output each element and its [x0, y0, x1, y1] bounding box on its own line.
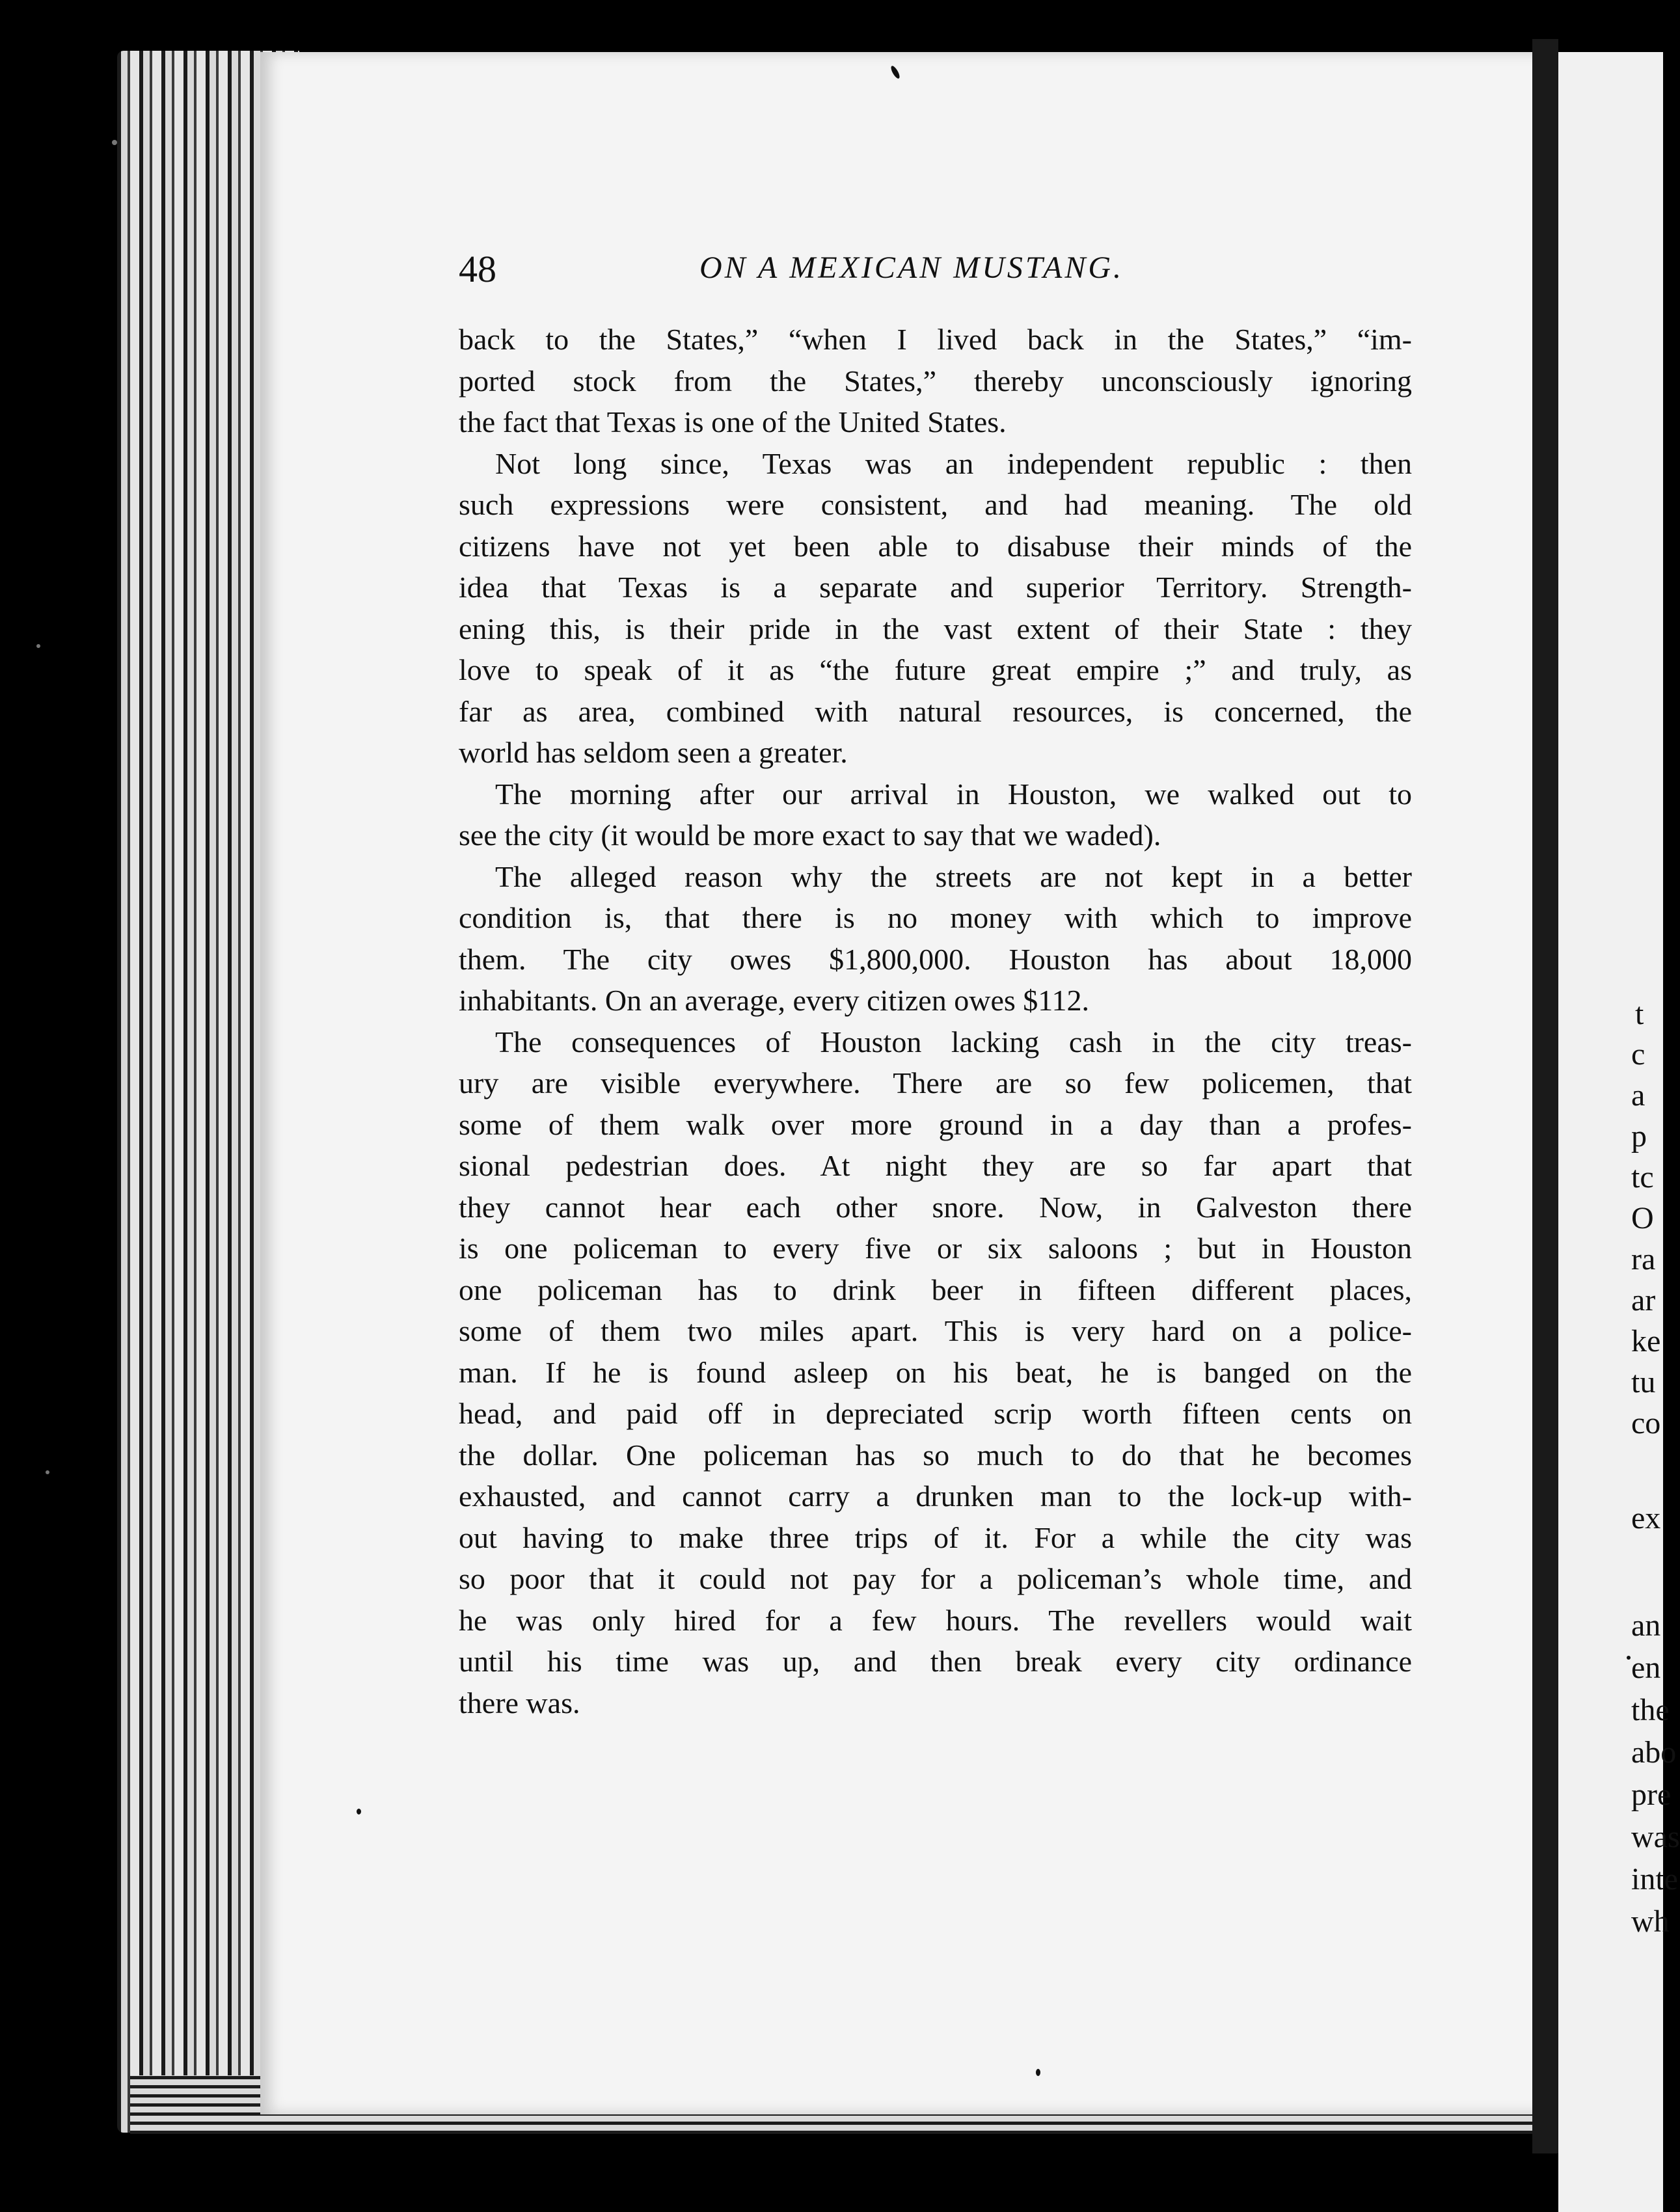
scan-speck: [36, 644, 40, 648]
text-line: the dollar. One policeman has so much to do that he becomes: [459, 1438, 1412, 1472]
adjacent-page-fragment: en: [1631, 1651, 1661, 1685]
text-line: citizens have not yet been able to disabuse their minds of the: [459, 529, 1412, 563]
text-line: head, and paid off in depreciated scrip worth fifteen cents on: [459, 1397, 1412, 1430]
page-number: 48: [459, 248, 496, 290]
adjacent-page-fragment: ex: [1631, 1501, 1661, 1535]
adjacent-page-fragment: O: [1631, 1201, 1654, 1235]
text-line: such expressions were consistent, and had meaning. The old: [459, 488, 1412, 521]
text-line: back to the States,” “when I lived back in the States,” “im-: [459, 323, 1412, 356]
adjacent-page-fragment: abo: [1631, 1735, 1677, 1770]
scan-speck: [1627, 1656, 1631, 1660]
scan-speck: [1036, 2069, 1040, 2076]
adjacent-page-fragment: co: [1631, 1406, 1661, 1440]
text-line: they cannot hear each other snore. Now, in Galveston there: [459, 1190, 1412, 1224]
adjacent-page-fragment: t: [1635, 997, 1644, 1031]
text-line: some of them walk over more ground in a day than a profes-: [459, 1107, 1412, 1141]
adjacent-page-fragment: was: [1631, 1820, 1680, 1854]
adjacent-page-fragment: pre: [1631, 1777, 1672, 1812]
text-line: man. If he is found asleep on his beat, he is banged on the: [459, 1355, 1412, 1389]
book-gutter: [1532, 39, 1558, 2153]
adjacent-page-fragment: a: [1631, 1078, 1646, 1113]
text-line: The consequences of Houston lacking cash in the city treas-: [495, 1025, 1412, 1059]
adjacent-page-fragment: tc: [1631, 1160, 1654, 1194]
adjacent-page-fragment: ar: [1631, 1283, 1656, 1317]
text-line: out having to make three trips of it. For a while the city was: [459, 1520, 1412, 1554]
running-title: ON A MEXICAN MUSTANG.: [699, 250, 1124, 285]
adjacent-page-fragment: the: [1631, 1693, 1670, 1727]
text-line: exhausted, and cannot carry a drunken man to the lock-up with-: [459, 1479, 1412, 1513]
text-line: them. The city owes $1,800,000. Houston has about 18,000: [459, 942, 1412, 976]
text-line: The morning after our arrival in Houston, we walked out to: [495, 777, 1412, 811]
text-line: condition is, that there is no money with which to improve: [459, 901, 1412, 934]
text-line: love to speak of it as “the future great empire ;” and truly, as: [459, 653, 1412, 686]
adjacent-page-fragment: c: [1631, 1037, 1646, 1072]
scan-speck: [112, 140, 117, 145]
text-line: ported stock from the States,” thereby unconsciously ignoring: [459, 364, 1412, 398]
text-line: ury are visible everywhere. There are so few policemen, that: [459, 1066, 1412, 1099]
scan-speck: [357, 1809, 361, 1814]
text-line: some of them two miles apart. This is very hard on a police-: [459, 1314, 1412, 1347]
adjacent-page-fragment: tu: [1631, 1365, 1656, 1399]
body-text: [459, 319, 1412, 1723]
text-line: world has seldom seen a greater.: [459, 736, 848, 769]
adjacent-page-fragment: wh: [1631, 1904, 1670, 1939]
text-line: Not long since, Texas was an independent republic : then: [495, 446, 1412, 480]
adjacent-page-fragment: inte: [1631, 1862, 1678, 1896]
adjacent-page: [1558, 52, 1680, 2212]
text-line: the fact that Texas is one of the United States.: [459, 405, 1007, 438]
text-line: so poor that it could not pay for a policeman’s whole time, and: [459, 1562, 1412, 1595]
text-line: one policeman has to drink beer in fifteen different places,: [459, 1273, 1412, 1306]
adjacent-page-fragment: ke: [1631, 1324, 1661, 1358]
text-line: idea that Texas is a separate and superior Territory. Strength-: [459, 571, 1412, 604]
text-line: inhabitants. On an average, every citizen owes $112.: [459, 984, 1090, 1017]
text-line: The alleged reason why the streets are not kept in a better: [495, 859, 1412, 893]
scan-speck: [46, 1470, 49, 1474]
adjacent-page-fragment: p: [1631, 1119, 1647, 1153]
adjacent-page-fragment: an: [1631, 1608, 1661, 1643]
text-line: until his time was up, and then break every city ordinance: [459, 1645, 1412, 1678]
text-line: see the city (it would be more exact to say that we waded).: [459, 818, 1161, 852]
text-line: is one policeman to every five or six saloons ; but in Houston: [459, 1232, 1412, 1265]
text-line: sional pedestrian does. At night they are so far apart that: [459, 1149, 1412, 1182]
text-line: there was.: [459, 1686, 580, 1720]
text-line: far as area, combined with natural resources, is concerned, the: [459, 694, 1412, 728]
text-line: ening this, is their pride in the vast extent of their State : they: [459, 612, 1412, 645]
adjacent-page-fragment: ra: [1631, 1242, 1656, 1276]
text-line: he was only hired for a few hours. The revellers would wait: [459, 1603, 1412, 1637]
page-header: [459, 247, 1396, 293]
